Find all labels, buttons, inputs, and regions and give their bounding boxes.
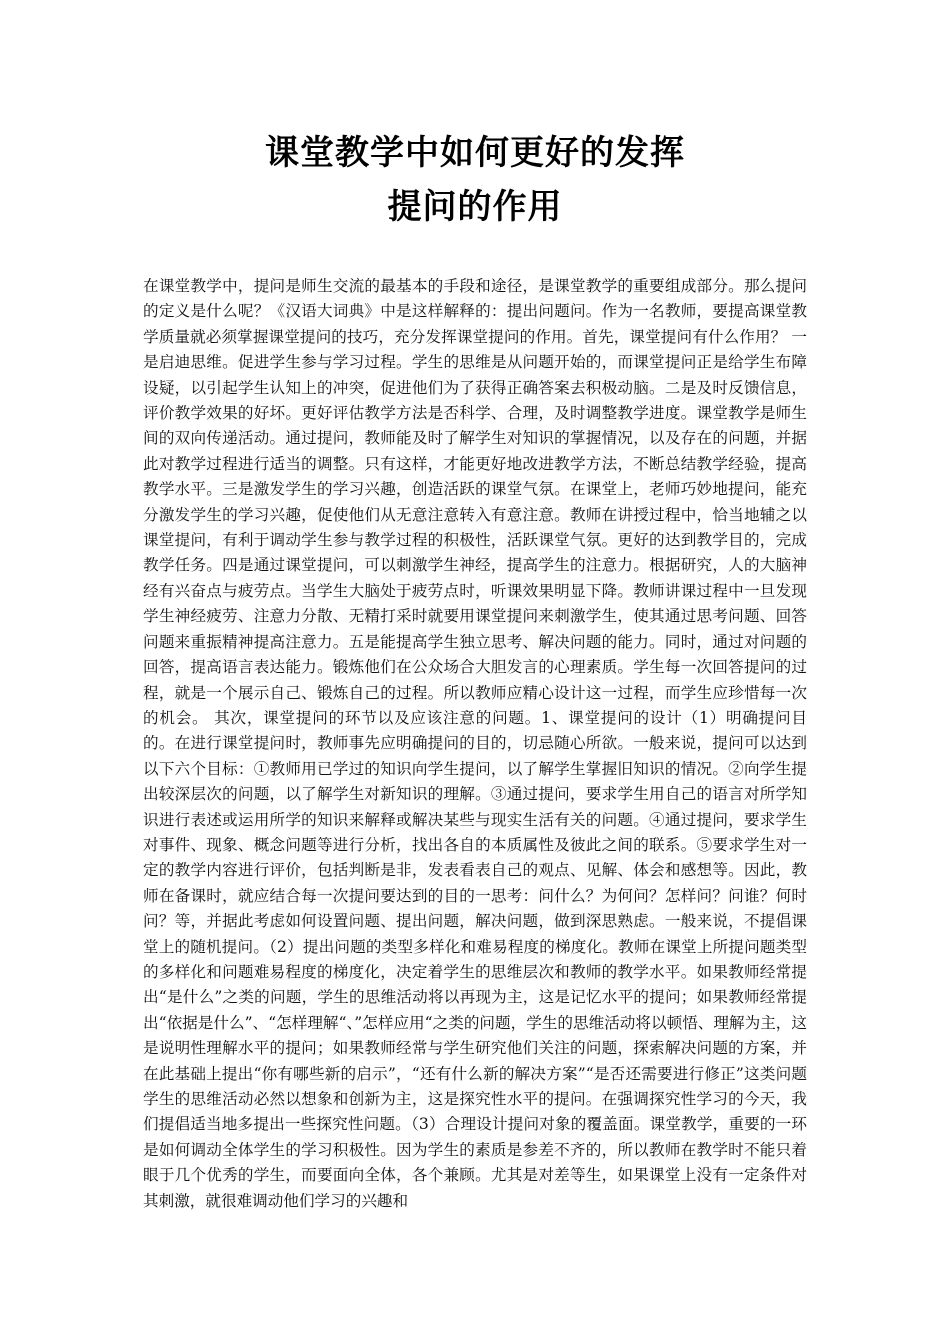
body-text (143, 274, 807, 1214)
body-paragraph: 在课堂教学中，提问是师生交流的最基本的手段和途径，是课堂教学的重要组成部分。那么提问的定义是什么呢？《汉语大词典》中是这样解释的：提出问题问。作为一名教师，要提高课堂教学质量就必须掌握课堂提问的技巧，充分发挥课堂提问的作用。首先，课堂提问有什么作用？ 一是启迪思维。促进学生参与学习过程。学生的思维是从问题开始的，而课堂提问正是给学生布障设疑，以引起学生认知上的冲突，促进他们为了获得正确答案去积极动脑。二是及时反馈信息，评价教学效果的好坏。更好评估教学方法是否科学、合理，及时调整教学进度。课堂教学是师生间的双向传递活动。通过提问，教师能及时了解学生对知识的掌握情况，以及存在的问题，并据此对教学过程进行适当的调整。只有这样，才能更好地改进教学方法，不断总结教学经验，提高教学水平。三是激发学生的学习兴趣，创造活跃的课堂气氛。在课堂上，老师巧妙地提问，能充分激发学生的学习兴趣，促使他们从无意注意转入有意注意。教师在讲授过程中，恰当地辅之以课堂提问，有利于调动学生参与教学过程的积极性，活跃课堂气氛。更好的达到教学目的，完成教学任务。四是通过课堂提问，可以刺激学生神经，提高学生的注意力。根据研究，人的大脑神经有兴奋点与疲劳点。当学生大脑处于疲劳点时，听课效果明显下降。教师讲课过程中一旦发现学生神经疲劳、注意力分散、无精打采时就要用课堂提问来刺激学生，使其通过思考问题、回答问题来重振精神提高注意力。五是能提高学生独立思考、解决问题的能力。同时，通过对问题的回答，提高语言表达能力。锻炼他们在公众场合大胆发言的心理素质。学生每一次回答提问的过程，就是一个展示自己、锻炼自己的过程。所以教师应精心设计这一过程，而学生应珍惜每一次的机会。 其次，课堂提问的环节以及应该注意的问题。1、课堂提问的设计（1）明确提问目的。在进行课堂提问时，教师事先应明确提问的目的，切忌随心所欲。一般来说，提问可以达到以下六个目标：①教师用已学过的知识向学生提问，以了解学生掌握旧知识的情况。②向学生提出较深层次的问题，以了解学生对新知识的理解。③通过提问，要求学生用自己的语言对所学知识进行表述或运用所学的知识来解释或解决某些与现实生活有关的问题。④通过提问，要求学生对事件、现象、概念问题等进行分析，找出各自的本质属性及彼此之间的联系。⑤要求学生对一定的教学内容进行评价，包括判断是非，发表看表自己的观点、见解、体会和感想等。因此，教师在备课时，就应结合每一次提问要达到的目的一思考：问什么？为何问？怎样问？问谁？何时问？等，并据此考虑如何设置问题、提出问题，解决问题，做到深思熟虑。一般来说，不提倡课堂上的随机提问。（2）提出问题的类型多样化和难易程度的梯度化。教师在课堂上所提问题类型的多样化和问题难易程度的梯度化，决定着学生的思维层次和教师的教学水平。如果教师经常提出“是什么”之类的问题，学生的思维活动将以再现为主，这是记忆水平的提问；如果教师经常提出“依据是什么”、“怎样理解“、”怎样应用“之类的问题，学生的思维活动将以顿悟、理解为主，这是说明性理解水平的提问；如果教师经常与学生研究他们关注的问题，探索解决问题的方案，并在此基础上提出“你有哪些新的启示”，“还有什么新的解决方案”“是否还需要进行修正”这类问题学生的思维活动必然以想象和创新为主，这是探究性水平的提问。在强调探究性学习的今天，我们提倡适当地多提出一些探究性问题。（3）合理设计提问对象的覆盖面。课堂教学，重要的一环是如何调动全体学生的学习积极性。因为学生的素质是参差不齐的，所以教师在教学时不能只着眼于几个优秀的学生，而要面向全体，各个兼顾。尤其是对差等生，如果课堂上没有一定条件对其刺激，就很难调动他们学习的兴趣和 (143, 277, 807, 1210)
document-title (0, 126, 950, 234)
title-line-1: 课堂教学中如何更好的发挥 (265, 133, 685, 173)
title-line-2: 提问的作用 (387, 187, 563, 227)
